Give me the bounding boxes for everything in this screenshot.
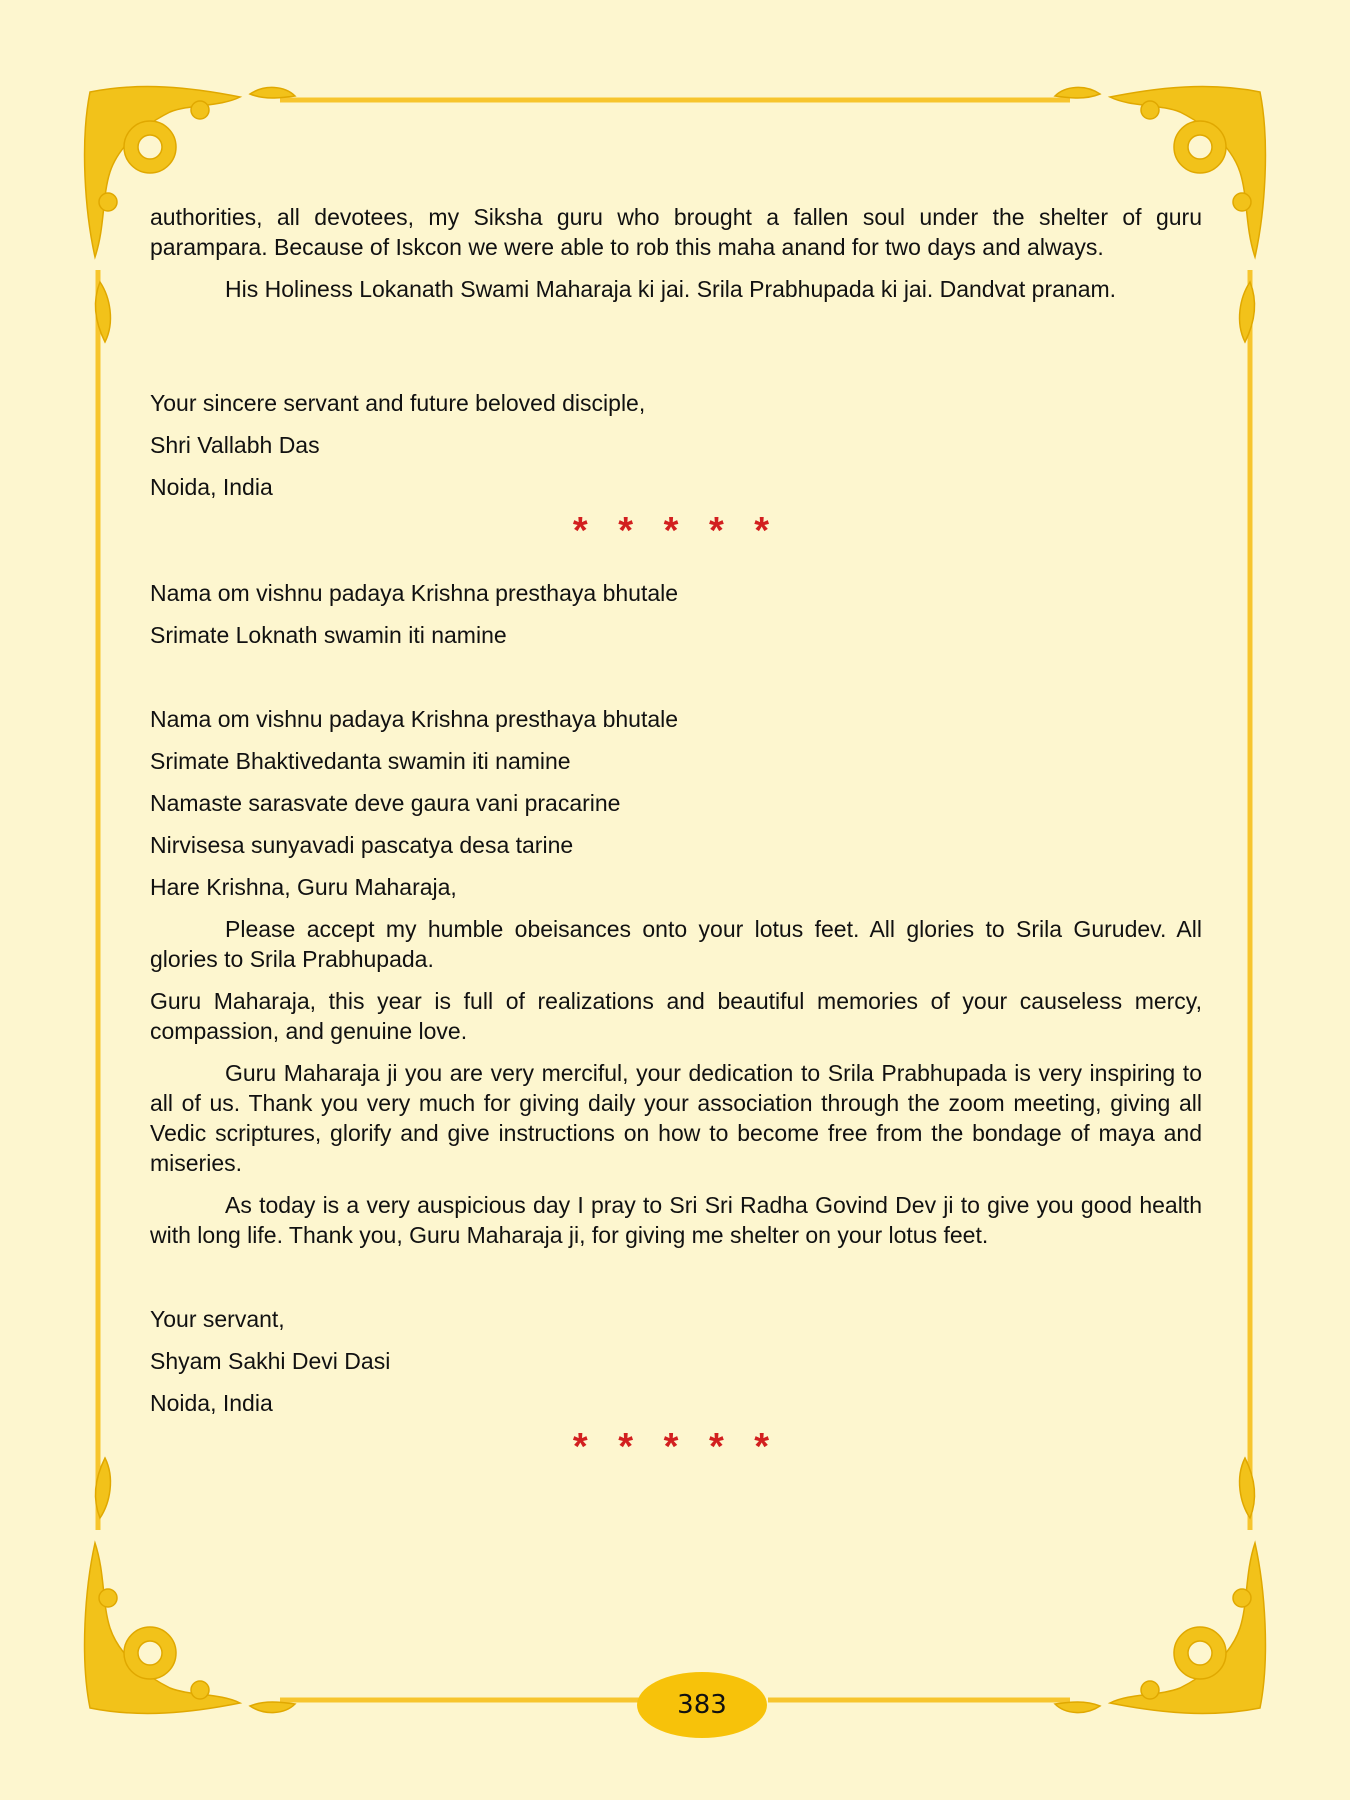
letter2-greeting: Hare Krishna, Guru Maharaja, bbox=[150, 874, 457, 900]
spacer bbox=[150, 316, 1202, 388]
letter1-continuation: authorities, all devotees, my Siksha guru who brought a fallen soul under the shelter of guru parampara. Because of Iskcon we were able to rob this maha anand for two days and always. bbox=[150, 204, 1202, 260]
letter2-paragraph: Guru Maharaja ji you are very merciful, your dedication to Srila Prabhupada is very inspiring to all of us. Thank you very much for giving daily your association through the zoom meeting, giving all Vedic scriptures, glorify and give instructions on how to become free from the bondage of maya and miseries. bbox=[150, 1060, 1202, 1176]
letter1-author-name: Shri Vallabh Das bbox=[150, 432, 320, 458]
page-content bbox=[150, 202, 1202, 1494]
verse2-line: Namaste sarasvate deve gaura vani pracarine bbox=[150, 790, 621, 816]
page-number-badge bbox=[637, 1672, 767, 1738]
letter2-location: Noida, India bbox=[150, 1390, 273, 1416]
letter1-closing-line: His Holiness Lokanath Swami Maharaja ki jai. Srila Prabhupada ki jai. Dandvat pranam. bbox=[225, 276, 1117, 302]
letter1-location: Noida, India bbox=[150, 474, 273, 500]
separator-stars: * * * * * bbox=[572, 1426, 780, 1468]
letter2-paragraph: As today is a very auspicious day I pray to Sri Sri Radha Govind Dev ji to give you good health with long life. Thank you, Guru Maharaja ji, for giving me shelter on your lotus feet. bbox=[150, 1192, 1202, 1248]
letter2-paragraph: Please accept my humble obeisances onto your lotus feet. All glories to Srila Gurudev. All glories to Srila Prabhupada. bbox=[150, 916, 1202, 972]
letter1-signoff: Your sincere servant and future beloved disciple, bbox=[150, 390, 646, 416]
verse1-line: Nama om vishnu padaya Krishna presthaya bhutale bbox=[150, 580, 679, 606]
letter2-signoff: Your servant, bbox=[150, 1306, 285, 1332]
letter2-paragraph: Guru Maharaja, this year is full of realizations and beautiful memories of your causeless mercy, compassion, and genuine love. bbox=[150, 988, 1202, 1044]
verse2-line: Nama om vishnu padaya Krishna presthaya bhutale bbox=[150, 706, 679, 732]
verse2-line: Nirvisesa sunyavadi pascatya desa tarine bbox=[150, 832, 574, 858]
separator-stars: * * * * * bbox=[572, 510, 780, 552]
verse2-line: Srimate Bhaktivedanta swamin iti namine bbox=[150, 748, 571, 774]
page-number: 383 bbox=[677, 1690, 727, 1720]
verse1-line: Srimate Loknath swamin iti namine bbox=[150, 622, 507, 648]
spacer bbox=[150, 662, 1202, 704]
spacer bbox=[150, 1262, 1202, 1304]
letter2-author-name: Shyam Sakhi Devi Dasi bbox=[150, 1348, 391, 1374]
